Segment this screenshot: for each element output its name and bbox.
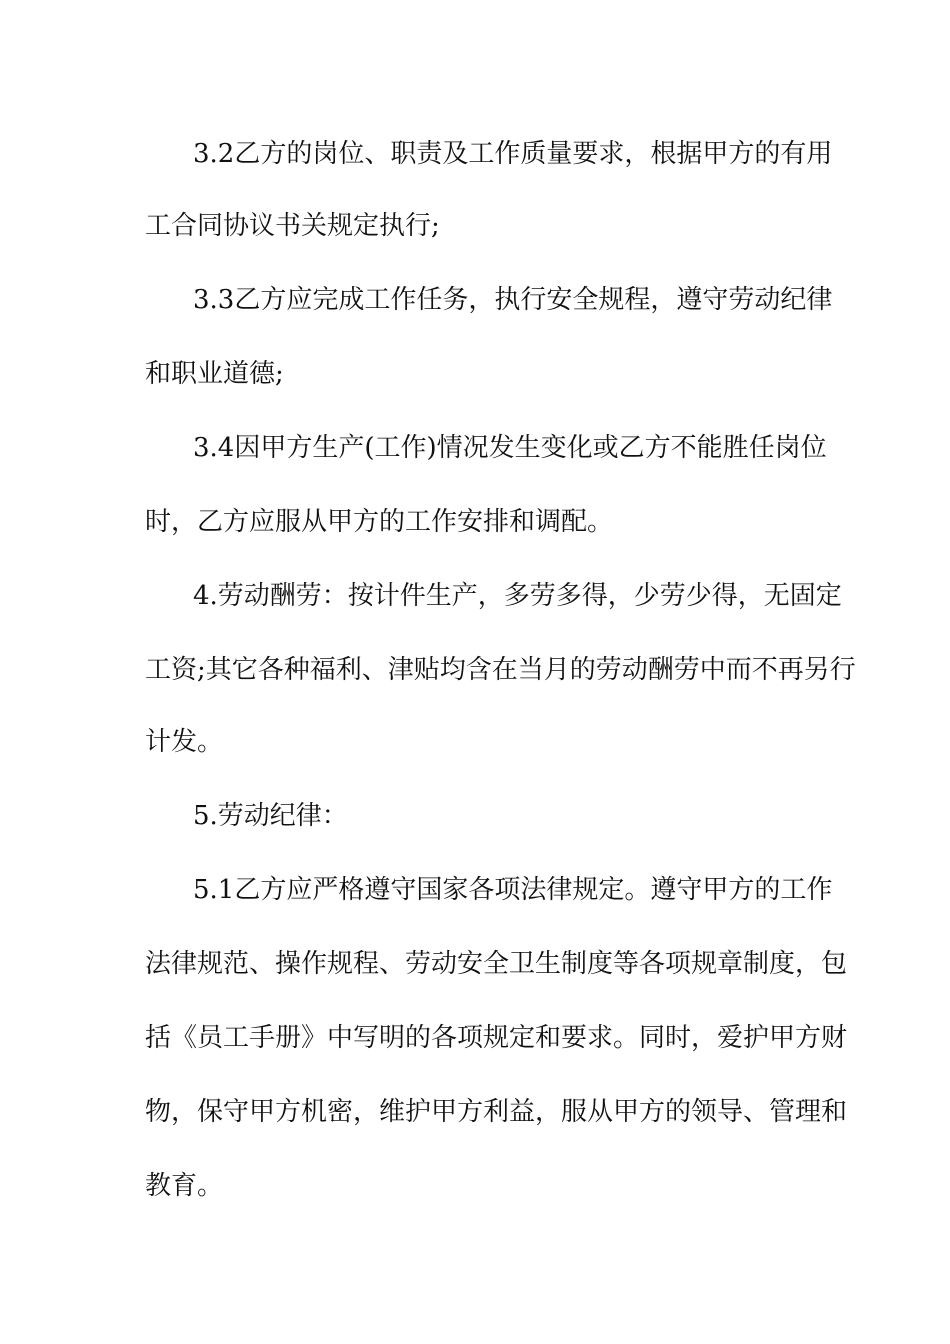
paragraph-4-line-3: 计发。 bbox=[145, 727, 224, 757]
paragraph-4-line-2: 工资;其它各种福利、津贴均含在当月的劳动酬劳中而不再另行 bbox=[145, 655, 856, 685]
paragraph-3-4-line-1: 3.4因甲方生产(工作)情况发生变化或乙方不能胜任岗位 bbox=[193, 433, 827, 463]
paragraph-5-1-line-5: 教育。 bbox=[145, 1171, 224, 1201]
paragraph-4-line-1: 4.劳动酬劳：按计件生产，多劳多得，少劳少得，无固定 bbox=[193, 581, 842, 611]
paragraph-5-1-line-2: 法律规范、操作规程、劳动安全卫生制度等各项规章制度，包 bbox=[145, 949, 848, 979]
paragraph-5-heading: 5.劳动纪律： bbox=[193, 801, 348, 831]
paragraph-5-1-line-1: 5.1乙方应严格遵守国家各项法律规定。遵守甲方的工作 bbox=[193, 875, 833, 905]
paragraph-5-1-line-4: 物，保守甲方机密，维护甲方利益，服从甲方的领导、管理和 bbox=[145, 1097, 848, 1127]
paragraph-3-2-line-1: 3.2乙方的岗位、职责及工作质量要求，根据甲方的有用 bbox=[193, 139, 833, 169]
paragraph-3-2-line-2: 工合同协议书关规定执行; bbox=[145, 211, 440, 241]
paragraph-5-1-line-3: 括《员工手册》中写明的各项规定和要求。同时，爱护甲方财 bbox=[145, 1023, 848, 1053]
paragraph-3-3-line-1: 3.3乙方应完成工作任务，执行安全规程，遵守劳动纪律 bbox=[193, 285, 833, 315]
paragraph-3-4-line-2: 时，乙方应服从甲方的工作安排和调配。 bbox=[145, 507, 614, 537]
paragraph-3-3-line-2: 和职业道德; bbox=[145, 359, 284, 389]
